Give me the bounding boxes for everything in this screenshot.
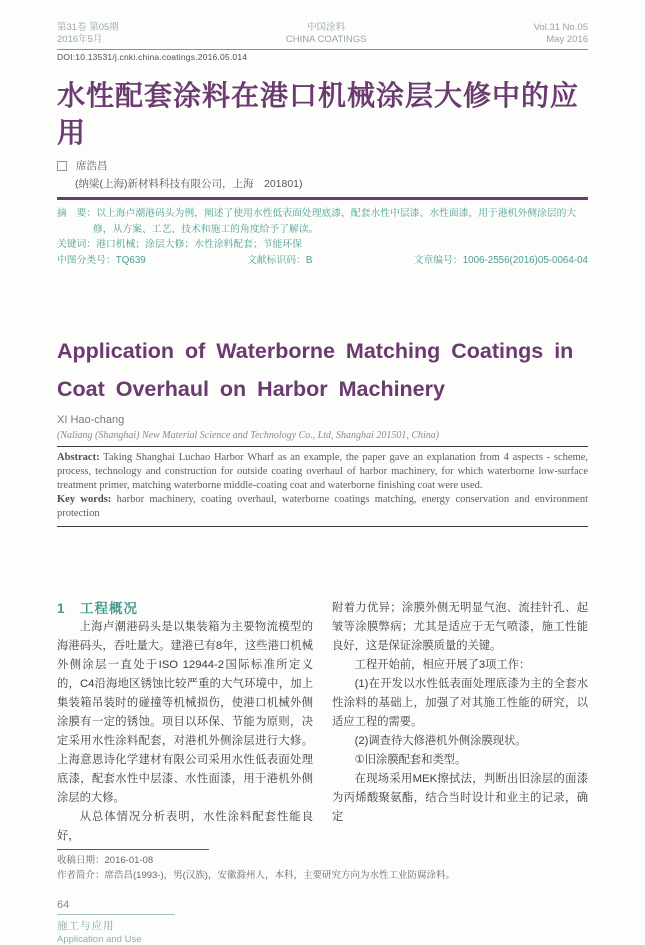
masthead-divider xyxy=(57,49,588,50)
abstract-block-zh xyxy=(57,206,588,268)
keywords-en xyxy=(57,493,588,521)
masthead-issue-zh xyxy=(57,22,119,46)
keywords-zh xyxy=(57,237,588,253)
keywords-text-zh: 港口机械；涂层大修；水性涂料配套；节能环保 xyxy=(96,239,302,250)
author-row-zh xyxy=(57,158,588,173)
journal-masthead xyxy=(57,22,588,46)
abstract-text-en: Taking Shanghai Luchao Harbor Wharf as an example, the paper gave an explanation from 4 aspects - scheme, process, technology and construction for outside coating overhaul of harbor machinery, for which waterborne low-surface treatment primer, matching waterborne middle-coating coat and waterborne finishing coat were used. xyxy=(57,452,588,491)
body-paragraph: 上海卢潮港码头是以集装箱为主要物流模型的海港码头，吞吐量大。建港已有8年，这些港口机械外侧涂层一直处于ISO 12944-2国际标准所定义的，C4沿海地区锈蚀比较严重的大气环境中，加上集装箱吊装时的碰撞等机械损伤，使港口机械外侧涂膜有一定的锈蚀。项目以环保、节能为原则，决定采用水性涂料配套，对港机外侧涂层进行大修。上海意恩诗化学建材有限公司采用水性低表面处理底漆，配套水性中层漆、水性面漆，用于港机外侧涂层的大修。 xyxy=(57,621,313,804)
clc-label: 中图分类号： xyxy=(57,254,116,266)
masthead-journal-name xyxy=(286,22,367,46)
footnote-divider xyxy=(57,849,209,850)
title-en-line1: Application of Waterborne Matching Coatings in xyxy=(57,339,574,363)
abstract-label-zh: 摘 要： xyxy=(57,208,97,219)
date-en: May 2016 xyxy=(546,34,588,45)
body-paragraph: ①旧涂膜配套和类型。 xyxy=(354,754,467,766)
title-divider xyxy=(57,197,588,200)
abstract-en xyxy=(57,451,588,493)
document-code-label: 文献标识码： xyxy=(247,254,306,266)
body-paragraph: (1)在开发以水性低表面处理底漆为主的全套水性涂料的基础上，加强了对其施工性能的研究，以适应工程的需要。 xyxy=(332,678,588,728)
article-number xyxy=(414,253,588,269)
page-number: 64 xyxy=(57,899,70,911)
volume-issue-en: Vol.31 No.05 xyxy=(533,22,588,33)
received-date-value: 2016-01-08 xyxy=(104,855,154,866)
article-title-zh: 水性配套涂料在港口机械涂层大修中的应用 xyxy=(57,80,580,148)
doi-line: DOI:10.13531/j.cnki.china.coatings.2016.05.014 xyxy=(57,52,248,62)
article-title-en xyxy=(57,332,588,408)
document-code-value: B xyxy=(305,254,313,266)
affiliation-en: (Naliang (Shanghai) New Material Science and Technology Co., Ltd, Shanghai 201501, China) xyxy=(57,430,440,441)
journal-page xyxy=(57,0,588,945)
received-date-label: 收稿日期： xyxy=(57,855,105,866)
article-number-label: 文章编号： xyxy=(413,254,463,266)
article-number-value: 1006-2556(2016)05-0064-04 xyxy=(462,254,588,266)
keywords-text-en: harbor machinery, coating overhaul, waterborne coatings matching, energy conservation and environment protection xyxy=(57,494,589,519)
journal-name-en: CHINA COATINGS xyxy=(285,34,367,45)
document-code xyxy=(247,253,312,269)
section-1-heading: 1 工程概况 xyxy=(57,601,139,616)
page-footer xyxy=(57,899,588,945)
author-name-zh: 席浩昌 xyxy=(76,160,108,172)
masthead-issue-en xyxy=(534,22,588,46)
body-column-right xyxy=(332,599,588,846)
column-name-zh: 施工与应用 xyxy=(57,920,115,932)
body-paragraph: 从总体情况分析表明，水性涂料配套性能良好， xyxy=(57,811,313,842)
title-en-line2: Coat Overhaul on Harbor Machinery xyxy=(57,377,445,401)
affiliation-zh: (纳梁(上海)新材料科技有限公司，上海 201801) xyxy=(75,178,303,190)
body-paragraph: 工程开始前，相应开展了3项工作： xyxy=(354,659,531,671)
journal-name-zh: 中国涂料 xyxy=(307,22,346,33)
body-paragraph: (2)调查待大修港机外侧涂膜现状。 xyxy=(354,735,527,747)
footer-divider xyxy=(57,914,175,915)
author-name-en: XI Hao-chang xyxy=(57,414,125,426)
author-bio-label: 作者简介： xyxy=(57,870,105,881)
body-columns xyxy=(57,599,588,846)
column-name-en: Application and Use xyxy=(57,934,142,945)
classification-row xyxy=(57,253,588,269)
footnote-block xyxy=(57,849,588,883)
keywords-label-zh: 关键词： xyxy=(57,239,97,250)
abstract-label-en: Abstract: xyxy=(57,452,100,463)
clc-number xyxy=(57,253,146,269)
volume-issue-zh: 第31卷 第05期 xyxy=(57,22,119,33)
author-bio-value: 席浩昌(1993-)，男(汉族)，安徽滁州人，本科，主要研究方向为水性工业防腐涂料。 xyxy=(104,870,455,881)
abstract-divider-top xyxy=(57,446,588,447)
date-zh: 2016年5月 xyxy=(57,34,103,45)
abstract-text-zh: 以上海卢潮港码头为例，阐述了使用水性低表面处理底漆，配套水性中层漆、水性面漆，用于港机外侧涂层的大修，从方案、工艺、技术和施工的角度给予了解读。 xyxy=(93,208,577,235)
keywords-label-en: Key words: xyxy=(57,494,112,505)
body-column-left xyxy=(57,599,313,846)
abstract-block-en xyxy=(57,451,588,521)
received-date-line xyxy=(57,853,588,868)
abstract-divider-bottom xyxy=(57,526,588,527)
clc-value: TQ639 xyxy=(115,254,146,266)
abstract-zh xyxy=(57,206,588,237)
body-paragraph: 附着力优异；涂膜外侧无明显气泡、流挂针孔、起皱等涂膜弊病；尤其是适应于无气喷漆，施工性能良好，这是保证涂膜质量的关键。 xyxy=(332,602,588,652)
body-paragraph: 在现场采用MEK擦拭法，判断出旧涂层的面漆为丙烯酸聚氨酯，结合当时设计和业主的记录，确定 xyxy=(332,773,588,823)
author-square-icon xyxy=(57,161,67,171)
